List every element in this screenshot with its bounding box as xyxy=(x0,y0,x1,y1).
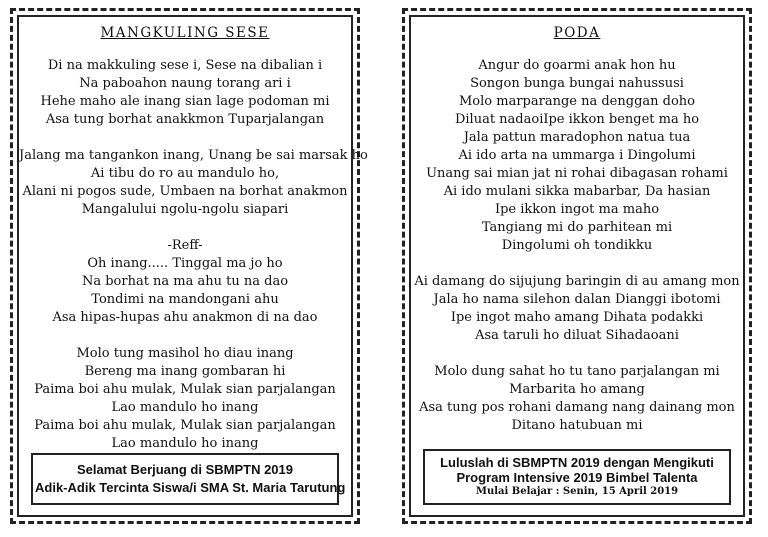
lyric-line: Asa tung borhat anakkmon Tuparjalangan xyxy=(45,112,325,127)
poem-line: Ai ido arta na ummarga i Dingolumi xyxy=(458,148,696,163)
footer-line: Selamat Berjuang di SBMPTN 2019 xyxy=(76,462,293,477)
lyric-line: Oh inang..... Tinggal ma jo ho xyxy=(87,256,283,271)
lyric-line: Bereng ma inang gombaran hi xyxy=(84,364,286,379)
poem-line: Ipe ikkon ingot ma maho xyxy=(494,202,660,217)
footer-line: Luluslah di SBMPTN 2019 dengan Mengikuti xyxy=(440,455,714,470)
poem-line: Angur do goarmi anak hon hu xyxy=(478,58,676,73)
poem-line: Marbarita ho amang xyxy=(509,382,645,397)
lyric-line: Jalang ma tangankon inang, Unang be sai marsak ho xyxy=(19,148,368,163)
lyric-line: Hehe maho ale inang sian lage podoman mi xyxy=(40,94,330,109)
poem-line: Unang sai mian jat ni rohai dibagasan rohami xyxy=(426,166,728,181)
lyric-line: Molo tung masihol ho diau inang xyxy=(76,346,294,361)
lyric-line: Alani ni pogos sude, Umbaen na borhat anakmon xyxy=(22,184,348,199)
lyric-line: Lao mandulo ho inang xyxy=(111,436,259,451)
left-card-frame xyxy=(17,15,368,517)
right-card-poem xyxy=(411,57,743,435)
stanza xyxy=(411,273,743,345)
left-card-title: MANGKULING SESE xyxy=(100,25,270,41)
footer-line: Program Intensive 2019 Bimbel Talenta xyxy=(456,470,698,485)
right-card-frame xyxy=(409,15,745,517)
stanza xyxy=(19,237,351,327)
poem-line: Jala ho nama silehon dalan Dianggi ibotomi xyxy=(433,292,721,307)
poem-line: Molo dung sahat ho tu tano parjalangan mi xyxy=(434,364,720,379)
poem-line: Ditano hatubuan mi xyxy=(511,418,643,433)
lyric-line: Mangalului ngolu-ngolu siapari xyxy=(81,202,289,217)
poem-line: Songon bunga bungai nahussusi xyxy=(470,76,684,91)
lyric-line: Lao mandulo ho inang xyxy=(111,400,259,415)
stanza xyxy=(411,57,743,255)
poem-line: Molo marparange na denggan doho xyxy=(459,94,695,109)
reff-label: -Reff- xyxy=(167,238,203,253)
poem-line: Diluat nadaoiIpe ikkon benget ma ho xyxy=(454,112,700,127)
poem-line: Ipe ingot maho amang Dihata podakki xyxy=(450,310,704,325)
stanza xyxy=(19,147,368,219)
right-card xyxy=(402,8,752,524)
poem-line: Jala pattun maradophon natua tua xyxy=(463,130,691,145)
lyric-line: Paima boi ahu mulak, Mulak sian parjalangan xyxy=(34,382,336,397)
lyric-line: Ai tibu do ro au mandulo ho, xyxy=(90,166,280,181)
lyric-line: Na borhat na ma ahu tu na dao xyxy=(81,274,289,289)
poem-line: Dingolumi oh tondikku xyxy=(501,238,653,253)
footer-schedule: Mulai Belajar : Senin, 15 April 2019 xyxy=(475,486,679,497)
left-card xyxy=(10,8,368,524)
lyric-line: Na paboahon naung torang ari i xyxy=(79,76,291,91)
lyric-line: Paima boi ahu mulak, Mulak sian parjalangan xyxy=(34,418,336,433)
poem-line: Tangiang mi do parhitean mi xyxy=(481,220,673,235)
footer-line: Adik-Adik Tercinta Siswa/i SMA St. Maria Tarutung xyxy=(35,480,346,495)
left-footer-box xyxy=(31,453,346,505)
right-footer-box xyxy=(423,449,731,505)
poem-line: Ai ido mulani sikka mabarbar, Da hasian xyxy=(443,184,711,199)
stanza xyxy=(411,363,743,435)
poem-line: Ai damang do sijujung baringin di au amang mon xyxy=(414,274,740,289)
poem-line: Asa taruli ho diluat Sihadaoani xyxy=(475,328,679,343)
left-card-lyrics xyxy=(19,57,368,453)
lyric-line: Asa hipas-hupas ahu anakmon di na dao xyxy=(52,310,318,325)
stanza xyxy=(19,345,351,453)
poem-line: Asa tung pos rohani damang nang dainang mon xyxy=(419,400,735,415)
stanza xyxy=(19,57,351,129)
lyric-line: Di na makkuling sese i, Sese na dibalian i xyxy=(47,58,323,73)
right-card-title: PODA xyxy=(553,25,601,41)
lyric-line: Tondimi na mandongani ahu xyxy=(91,292,279,307)
